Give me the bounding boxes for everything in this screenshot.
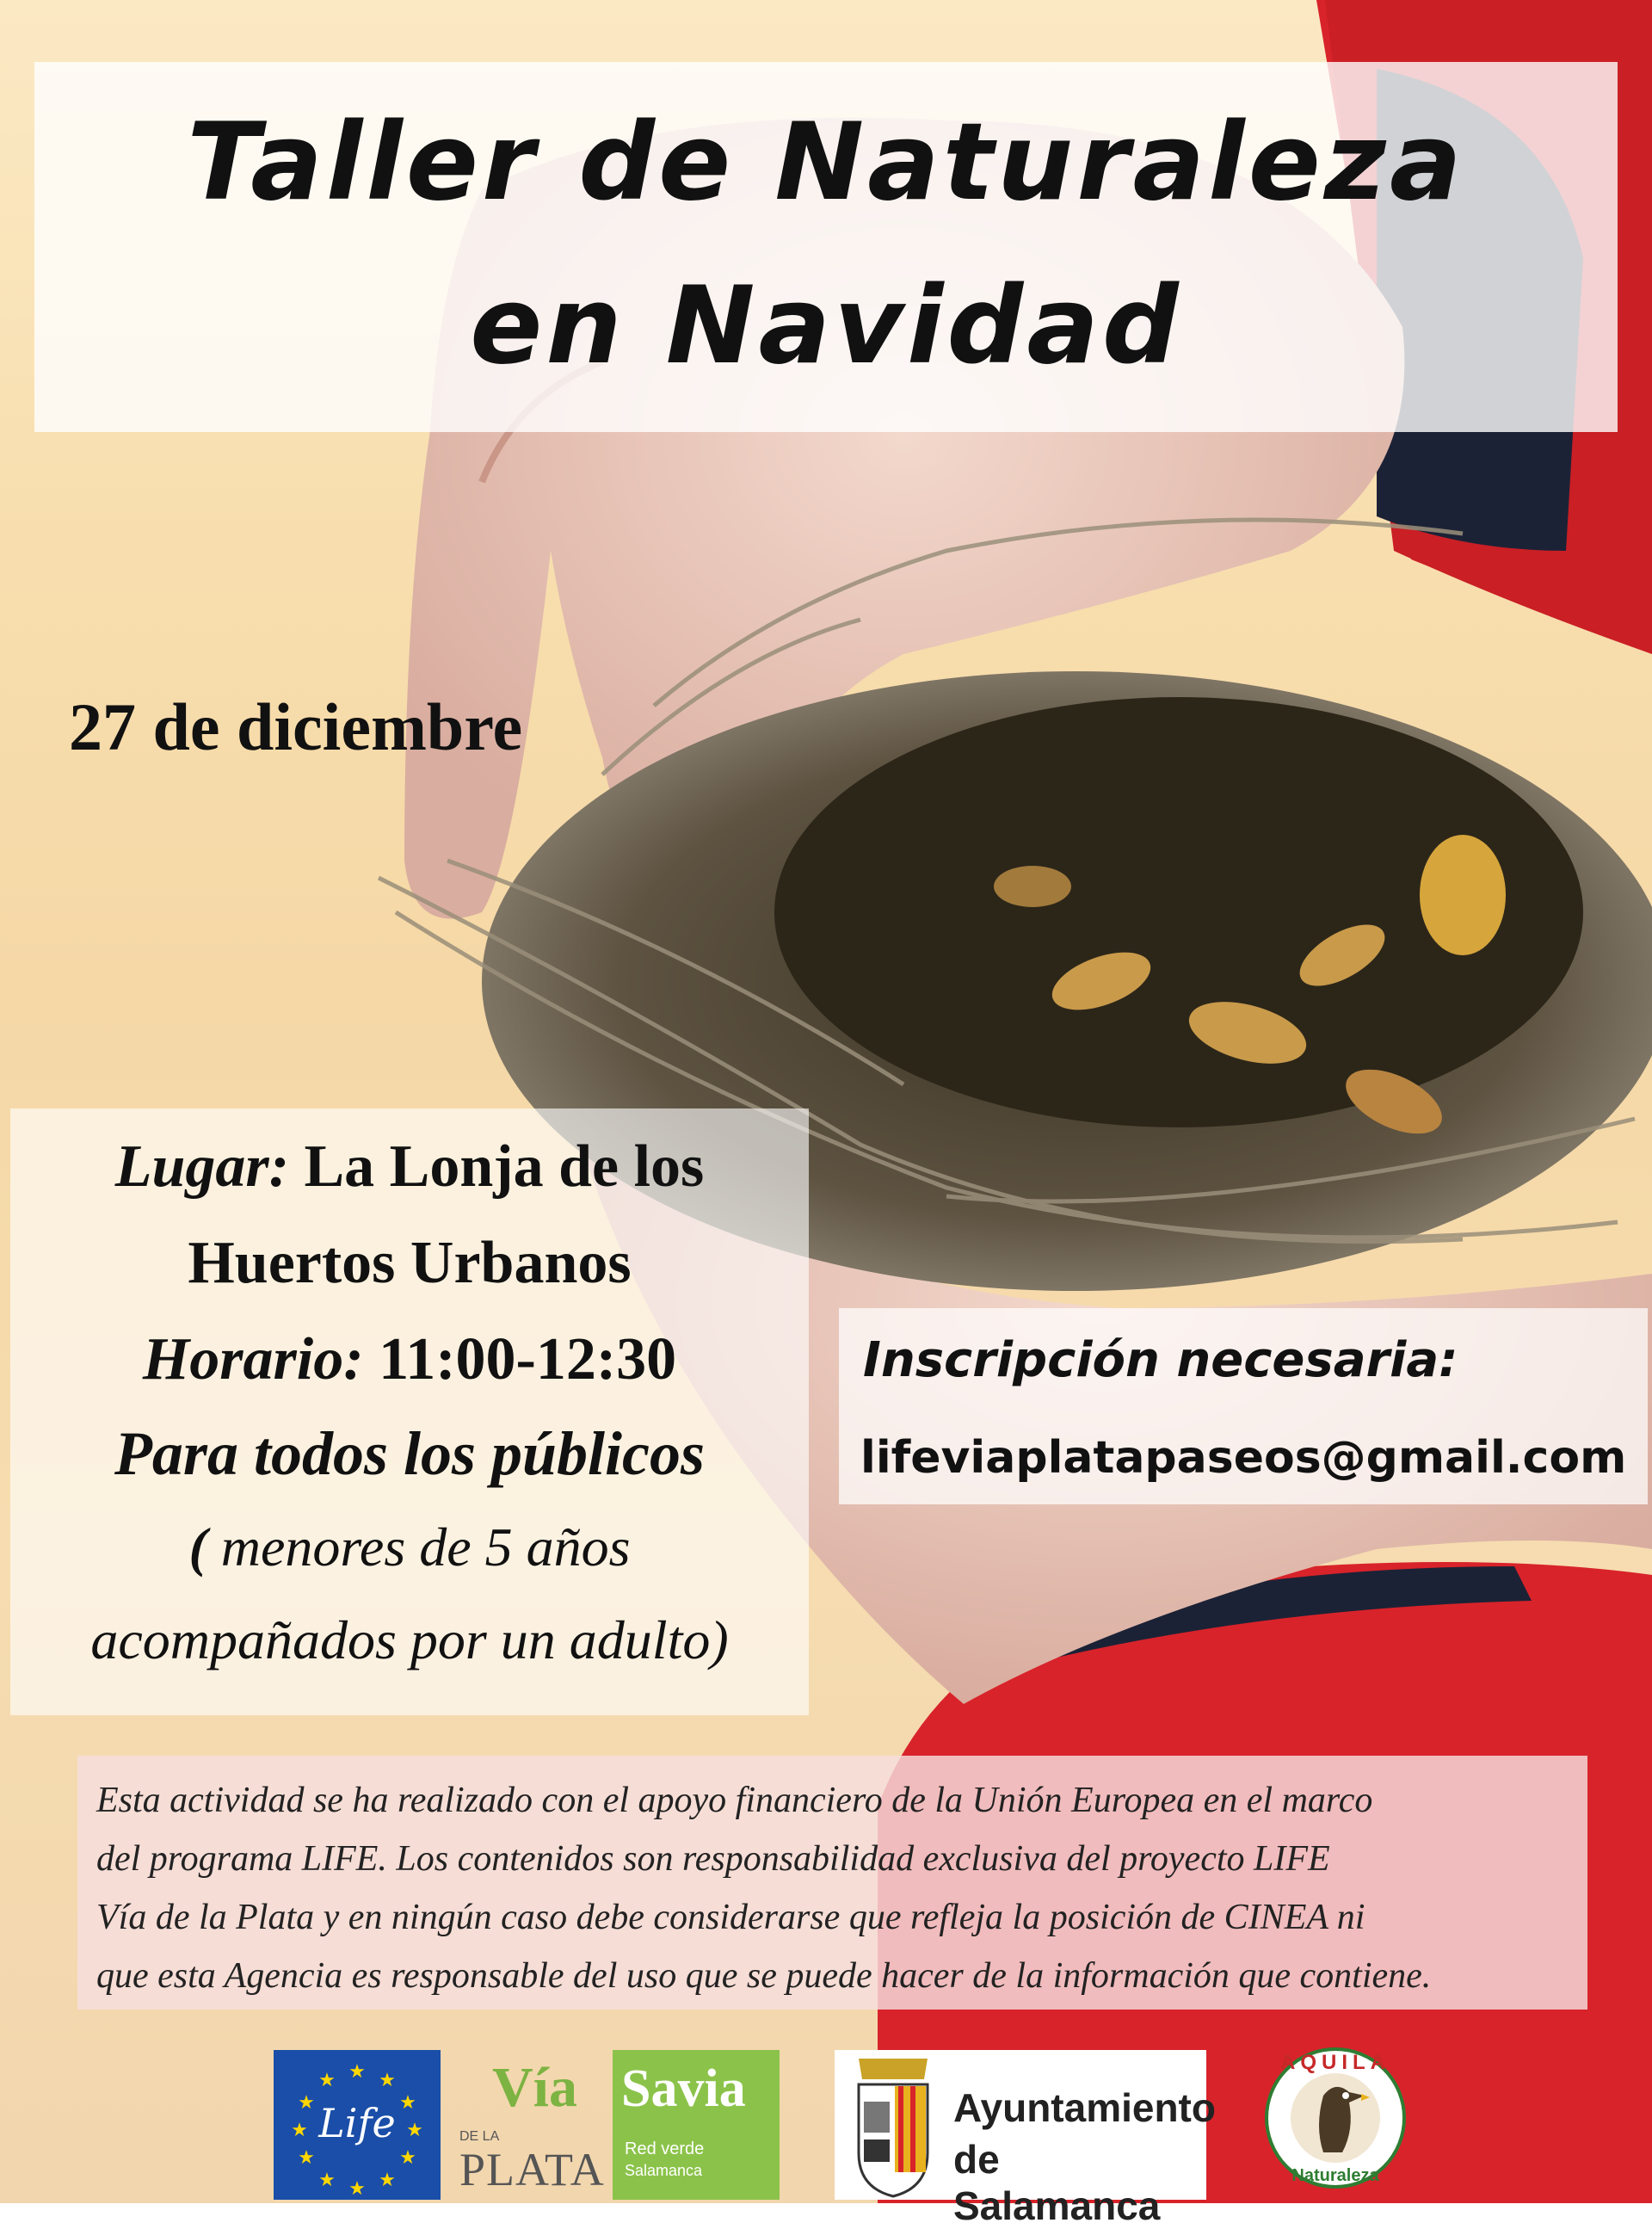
svg-text:★: ★ xyxy=(318,2069,336,2090)
ayto-line-2: de Salamanca xyxy=(953,2137,1161,2228)
disclaimer-line-1: Esta actividad se ha realizado con el apoyo financiero de la Unión Europea en el marco xyxy=(96,1781,1373,1820)
horario-label: Horario: xyxy=(142,1326,364,1392)
note-line-1 xyxy=(10,1501,809,1594)
via-de-la-text: DE LA xyxy=(459,2129,500,2144)
savia-sub-2: Salamanca xyxy=(625,2162,703,2179)
plata-text: PLATA xyxy=(459,2144,605,2195)
aquila-bottom-text: Naturaleza xyxy=(1291,2166,1379,2185)
savia-logo xyxy=(613,2050,780,2200)
lugar-label: Lugar: xyxy=(114,1133,289,1200)
lugar-value-2: Huertos Urbanos xyxy=(188,1230,632,1296)
publico-text: Para todos los públicos xyxy=(114,1419,706,1488)
note-text-1: menores de 5 años xyxy=(206,1516,631,1578)
note-line-2: acompañados por un adulto) xyxy=(90,1609,729,1670)
ayto-line-1: Ayuntamiento xyxy=(953,2085,1216,2130)
svg-text:★: ★ xyxy=(298,2091,315,2113)
svg-text:★: ★ xyxy=(298,2146,315,2168)
life-eu-logo xyxy=(274,2050,441,2200)
svg-text:★: ★ xyxy=(379,2069,396,2090)
horario-value: 11:00-12:30 xyxy=(379,1326,677,1392)
event-info xyxy=(10,1119,809,1687)
svg-text:★: ★ xyxy=(318,2169,336,2190)
svg-text:★: ★ xyxy=(348,2177,366,2199)
title-line-1: Taller de Naturaleza xyxy=(187,101,1465,225)
disclaimer xyxy=(96,1771,1576,2005)
note-paren: ( xyxy=(188,1516,207,1578)
event-date: 27 de diciembre xyxy=(69,689,523,764)
disclaimer-line-2: del programa LIFE. Los contenidos son responsabilidad exclusiva del proyecto LIFE xyxy=(96,1839,1330,1879)
svg-text:★: ★ xyxy=(399,2091,416,2113)
lugar-line xyxy=(10,1119,809,1215)
svg-text:★: ★ xyxy=(399,2146,416,2168)
salamanca-coat-of-arms-icon xyxy=(841,2050,945,2200)
via-de-la-plata-logo xyxy=(454,2050,605,2200)
svg-text:★: ★ xyxy=(348,2060,366,2082)
disclaimer-line-4: que esta Agencia es responsable del uso que se puede hacer de la información que contiene. xyxy=(96,1956,1432,1996)
inscripcion-label: Inscripción necesaria: xyxy=(863,1332,1458,1388)
svg-text:★: ★ xyxy=(379,2169,396,2190)
savia-sub-1: Red verde xyxy=(625,2139,705,2158)
title-line-2: en Navidad xyxy=(470,264,1182,388)
via-text: Vía xyxy=(492,2056,577,2119)
aquila-top-text: AQUILA xyxy=(1280,2051,1390,2074)
inscripcion-email[interactable]: lifeviaplatapaseos@gmail.com xyxy=(860,1432,1627,1484)
aquila-naturaleza-logo xyxy=(1263,2035,1408,2199)
lugar-value-1: La Lonja de los xyxy=(304,1133,705,1200)
disclaimer-line-3: Vía de la Plata y en ningún caso debe considerarse que refleja la posición de CINEA ni xyxy=(96,1898,1365,1937)
svg-text:★: ★ xyxy=(291,2119,308,2140)
life-text: Life xyxy=(318,2100,396,2146)
page-title xyxy=(34,62,1618,408)
savia-text: Savia xyxy=(621,2059,746,2118)
svg-text:★: ★ xyxy=(406,2119,423,2140)
ayuntamiento-salamanca-logo xyxy=(835,2050,1216,2228)
horario-line xyxy=(10,1312,809,1408)
